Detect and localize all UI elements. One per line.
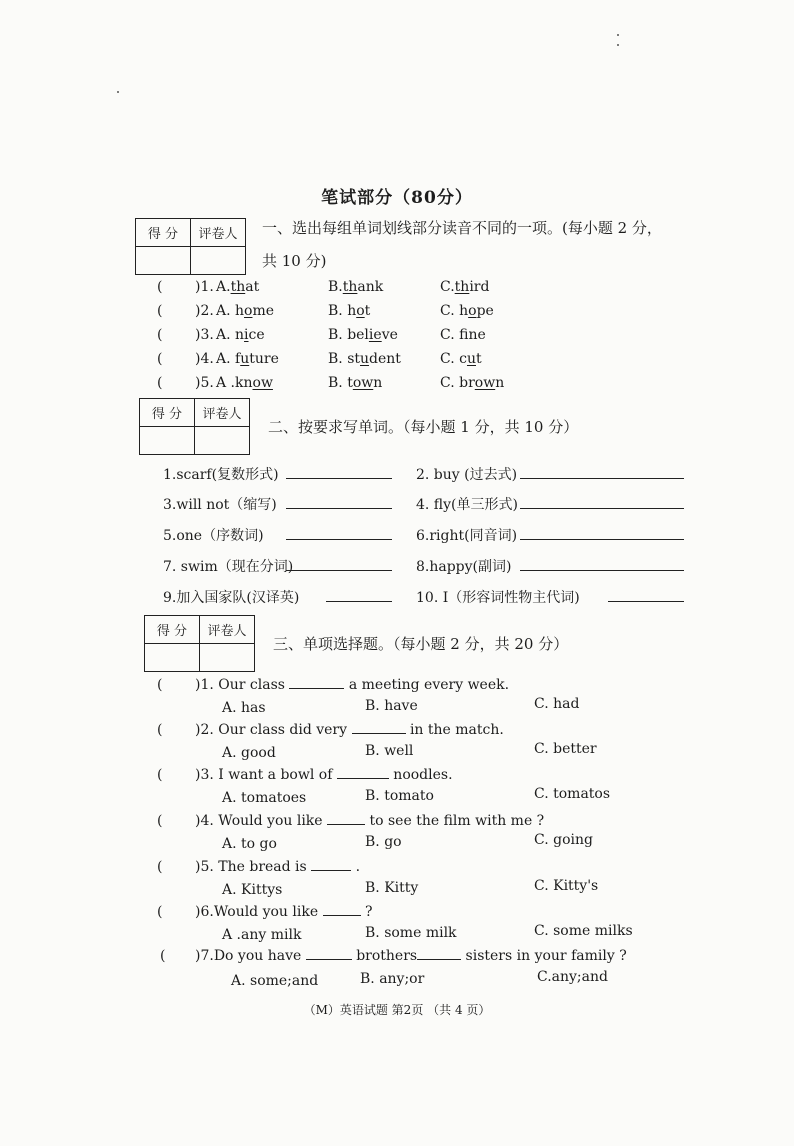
item-prompt: 4. fly(单三形式) <box>416 497 518 513</box>
fill-in-item <box>163 587 299 607</box>
option-text: B. t <box>328 375 353 391</box>
answer-line[interactable] <box>520 478 684 479</box>
scan-speck <box>617 44 619 46</box>
option-a[interactable]: A. tomatoes <box>222 790 307 806</box>
answer-blank[interactable] <box>352 733 406 734</box>
option-text: C. c <box>440 351 467 367</box>
question-7 <box>195 948 627 964</box>
option-text: B. <box>328 279 343 295</box>
option-text: t <box>476 351 482 367</box>
question-number: )1. <box>195 279 214 295</box>
option-c[interactable]: C. going <box>534 832 593 848</box>
answer-paren[interactable]: ( <box>157 327 163 343</box>
score-cell[interactable] <box>140 427 195 455</box>
answer-blank[interactable] <box>337 778 389 779</box>
answer-line[interactable] <box>286 508 392 509</box>
score-cell[interactable] <box>145 644 200 672</box>
answer-line[interactable] <box>286 478 392 479</box>
underlined-letters: u <box>360 351 370 367</box>
option-text: A. h <box>216 303 245 319</box>
option-c[interactable] <box>440 375 504 391</box>
answer-paren[interactable]: ( <box>157 813 163 829</box>
option-text: C. h <box>440 303 469 319</box>
answer-line[interactable] <box>608 601 684 602</box>
item-prompt: 3.will not（缩写) <box>163 497 277 513</box>
option-text: A. n <box>216 327 245 343</box>
answer-blank[interactable] <box>417 959 461 960</box>
question-5 <box>195 859 360 875</box>
option-text: C. br <box>440 375 475 391</box>
option-b[interactable]: B. any;or <box>360 971 425 987</box>
grader-cell[interactable] <box>200 644 255 672</box>
option-text: pe <box>476 303 494 319</box>
question-stem-end: sisters in your family ? <box>465 948 627 964</box>
question-stem: )3. I want a bowl of <box>195 767 333 783</box>
answer-line[interactable] <box>520 570 684 571</box>
option-text: A .kn <box>216 375 253 391</box>
item-prompt: 8.happy(副词) <box>416 559 512 575</box>
option-b[interactable]: B. some milk <box>365 925 457 941</box>
option-b[interactable]: B. Kitty <box>365 880 419 896</box>
option-text: ve <box>381 327 398 343</box>
grader-label: 评卷人 <box>191 219 246 247</box>
underlined-letters: th <box>454 279 470 295</box>
option-c[interactable] <box>440 351 482 367</box>
answer-line[interactable] <box>520 539 684 540</box>
option-a[interactable] <box>216 351 279 367</box>
item-prompt: 7. swim（现在分词) <box>163 559 294 575</box>
option-b[interactable]: B. well <box>365 743 414 759</box>
option-a[interactable]: A. good <box>222 745 276 761</box>
option-c[interactable]: C. Kitty's <box>534 878 599 894</box>
section-2-heading: 二、按要求写单词。（每小题 1 分，共 10 分） <box>268 418 579 436</box>
underlined-letters: ow <box>252 375 273 391</box>
item-prompt: 5.one（序数词) <box>163 528 264 544</box>
answer-line[interactable] <box>326 601 392 602</box>
option-b[interactable]: B. go <box>365 834 402 850</box>
score-box-3 <box>144 615 255 672</box>
score-label: 得 分 <box>145 616 200 644</box>
option-a[interactable]: A. some;and <box>231 973 319 989</box>
option-a[interactable]: A. to go <box>222 836 277 852</box>
option-c[interactable] <box>440 303 494 319</box>
score-label: 得 分 <box>140 399 195 427</box>
item-prompt: 2. buy (过去式) <box>416 467 518 483</box>
fill-in-item <box>416 587 580 607</box>
option-a[interactable]: A .any milk <box>222 927 302 943</box>
question-stem-end: noodles. <box>393 767 453 783</box>
question-number: )2. <box>195 303 214 319</box>
option-text: ank <box>357 279 384 295</box>
answer-line[interactable] <box>286 539 392 540</box>
fill-in-item <box>416 525 517 545</box>
answer-paren[interactable]: ( <box>157 722 163 738</box>
option-text: ce <box>248 327 265 343</box>
option-text: C. <box>440 279 455 295</box>
question-stem-end: ? <box>365 904 373 920</box>
underlined-letters: u <box>240 351 250 367</box>
option-text: B. bel <box>328 327 369 343</box>
option-c[interactable]: C. some milks <box>534 923 633 939</box>
option-b[interactable] <box>328 279 383 295</box>
grader-label: 评卷人 <box>195 399 250 427</box>
scan-speck <box>117 91 119 93</box>
page-title: 笔试部分（80分） <box>321 188 473 208</box>
option-text: dent <box>369 351 401 367</box>
answer-paren[interactable]: ( <box>157 351 163 367</box>
question-4 <box>195 813 544 829</box>
page-footer: （M）英语试题 第2页 （共 4 页） <box>303 1003 491 1017</box>
option-a[interactable] <box>216 375 273 391</box>
option-text: ture <box>249 351 279 367</box>
option-text: n <box>373 375 383 391</box>
item-prompt: 6.right(同音词) <box>416 528 518 544</box>
item-prompt: 1.scarf(复数形式) <box>163 467 279 483</box>
option-c[interactable] <box>440 327 486 343</box>
grader-cell[interactable] <box>195 427 250 455</box>
underlined-letters: o <box>468 303 477 319</box>
option-a[interactable]: A. has <box>222 700 266 716</box>
answer-paren[interactable]: ( <box>160 948 166 964</box>
underlined-letters: o <box>244 303 253 319</box>
option-text: at <box>245 279 260 295</box>
question-stem: )7.Do you have <box>195 948 302 964</box>
answer-blank[interactable] <box>289 688 344 689</box>
answer-blank[interactable] <box>311 870 351 871</box>
option-b[interactable] <box>328 327 398 343</box>
score-label: 得 分 <box>136 219 191 247</box>
answer-paren[interactable]: ( <box>157 904 163 920</box>
question-number: )5. <box>195 375 214 391</box>
answer-paren[interactable]: ( <box>157 375 163 391</box>
underlined-letters: ow <box>474 375 496 391</box>
fill-in-item <box>416 464 517 484</box>
underlined-letters: th <box>230 279 246 295</box>
option-c[interactable]: C. better <box>534 741 597 757</box>
fill-in-item <box>416 556 511 576</box>
section-3-heading: 三、单项选择题。（每小题 2 分，共 20 分） <box>273 635 569 653</box>
question-stem-mid: brothers <box>356 948 418 964</box>
option-text: A. f <box>216 351 241 367</box>
answer-blank[interactable] <box>327 824 365 825</box>
score-box-1 <box>135 218 246 275</box>
answer-paren[interactable]: ( <box>157 677 163 693</box>
option-text: ne <box>468 327 486 343</box>
underlined-letters: ow <box>352 375 374 391</box>
answer-paren[interactable]: ( <box>157 303 163 319</box>
question-stem-end: a meeting every week. <box>348 677 510 693</box>
question-stem-end: . <box>355 859 361 875</box>
question-3 <box>195 767 453 783</box>
question-stem: )2. Our class did very <box>195 722 348 738</box>
answer-paren[interactable]: ( <box>157 767 163 783</box>
option-text: B. st <box>328 351 360 367</box>
option-a[interactable] <box>216 279 259 295</box>
question-stem: )5. The bread is <box>195 859 307 875</box>
option-text: t <box>364 303 371 319</box>
option-c[interactable] <box>440 279 489 295</box>
option-b[interactable] <box>328 375 382 391</box>
underlined-letters: o <box>356 303 365 319</box>
option-text: A. <box>216 279 231 295</box>
question-2 <box>195 722 504 738</box>
option-a[interactable]: A. Kittys <box>222 882 283 898</box>
answer-line[interactable] <box>286 570 392 571</box>
question-number: )4. <box>195 351 214 367</box>
option-b[interactable] <box>328 303 370 319</box>
underlined-letters: u <box>466 351 476 367</box>
grader-cell[interactable] <box>191 247 246 275</box>
option-a[interactable] <box>216 327 265 343</box>
option-b[interactable]: B. have <box>365 698 418 714</box>
grader-label: 评卷人 <box>200 616 255 644</box>
section-1-heading-cont: 共 10 分) <box>262 252 327 270</box>
option-b[interactable]: B. tomato <box>365 788 434 804</box>
answer-paren[interactable]: ( <box>157 859 163 875</box>
option-c[interactable]: C. tomatos <box>534 786 611 802</box>
fill-in-item <box>163 464 279 484</box>
question-stem: )6.Would you like <box>195 904 319 920</box>
score-cell[interactable] <box>136 247 191 275</box>
question-number: )3. <box>195 327 214 343</box>
underlined-letters: i <box>244 327 249 343</box>
fill-in-item <box>416 494 518 514</box>
option-text: C. f <box>440 327 469 343</box>
option-c[interactable]: C.any;and <box>537 969 608 985</box>
option-b[interactable] <box>328 351 401 367</box>
score-box-2 <box>139 398 250 455</box>
answer-blank[interactable] <box>306 959 352 960</box>
option-text: B. h <box>328 303 357 319</box>
question-stem-end: in the match. <box>409 722 504 738</box>
section-1-heading: 一、选出每组单词划线部分读音不同的一项。(每小题 2 分， <box>262 219 662 237</box>
fill-in-item <box>163 525 264 545</box>
underlined-letters: th <box>342 279 358 295</box>
answer-blank[interactable] <box>323 915 361 916</box>
question-stem: )4. Would you like <box>195 813 323 829</box>
option-text: ird <box>469 279 490 295</box>
scan-speck <box>617 34 619 36</box>
question-6 <box>195 904 373 920</box>
question-stem-end: to see the film with me ? <box>369 813 545 829</box>
fill-in-item <box>163 556 293 576</box>
option-c[interactable]: C. had <box>534 696 580 712</box>
option-a[interactable] <box>216 303 274 319</box>
option-text: n <box>495 375 505 391</box>
underlined-letters: ie <box>368 327 382 343</box>
question-1 <box>195 677 509 693</box>
question-stem: )1. Our class <box>195 677 285 693</box>
answer-line[interactable] <box>520 508 684 509</box>
fill-in-item <box>163 494 277 514</box>
item-prompt: 10. I（形容词性物主代词) <box>416 590 580 606</box>
item-prompt: 9.加入国家队(汉译英) <box>163 590 300 606</box>
option-text: me <box>252 303 275 319</box>
answer-paren[interactable]: ( <box>157 279 163 295</box>
